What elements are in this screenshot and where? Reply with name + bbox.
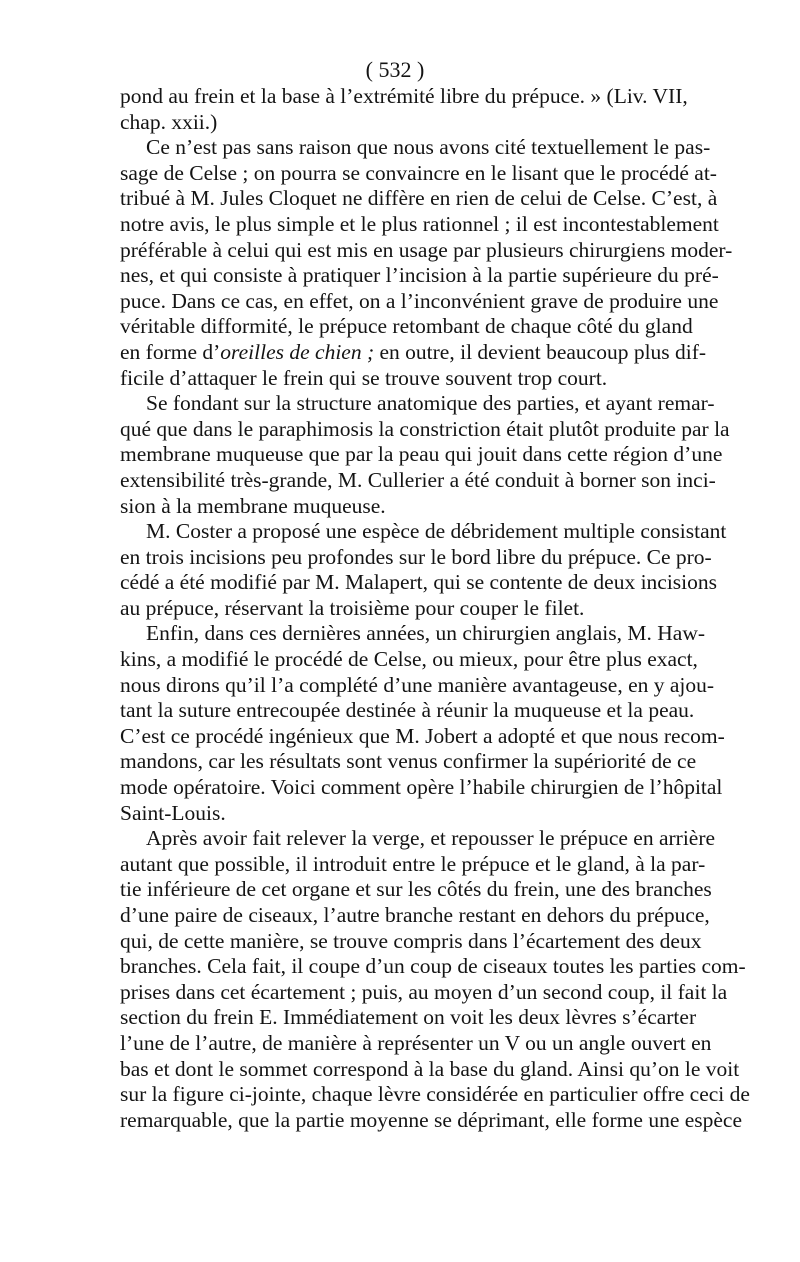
text-line: bas et dont le sommet correspond à la base du gland. Ainsi qu’on le voit [120,1056,740,1081]
text-line [120,339,707,366]
text-line: membrane muqueuse que par la peau qui jouit dans cette région d’une [120,442,723,467]
text-line: C’est ce procédé ingénieux que M. Jobert a adopté et que nous recom- [120,723,725,748]
text-line: ficile d’attaquer le frein qui se trouve souvent trop court. [120,365,608,390]
text-line: pond au frein et la base à l’extrémité libre du prépuce. » (Liv. VII, [120,84,688,108]
italic-phrase: oreilles de chien ; [220,339,375,364]
text-line: puce. Dans ce cas, en effet, on a l’inconvénient grave de produire une [120,288,719,313]
text-line: sion à la membrane muqueuse. [120,493,386,518]
body-text [120,84,750,1133]
text-line: tant la suture entrecoupée destinée à réunir la muqueuse et la peau. [120,698,695,723]
text-line: préférable à celui qui est mis en usage par plusieurs chirurgiens moder- [120,237,733,262]
text-line: M. Coster a proposé une espèce de débridement multiple consistant [146,519,727,544]
text-line: sur la figure ci-jointe, chaque lèvre considérée en particulier offre ceci de [120,1082,750,1107]
text-line: Se fondant sur la structure anatomique des parties, et ayant remar- [146,391,715,416]
text-line: qué que dans le paraphimosis la constriction était plutôt produite par la [120,416,730,441]
text-line: branches. Cela fait, il coupe d’un coup de ciseaux toutes les parties com- [120,954,746,979]
text-line: nes, et qui consiste à pratiquer l’incision à la partie supérieure du pré- [120,263,719,288]
text-line: en trois incisions peu profondes sur le bord libre du prépuce. Ce pro- [120,544,712,569]
text-line: section du frein E. Immédiatement on voit les deux lèvres s’écarter [120,1005,697,1030]
text-line: Saint-Louis. [120,800,226,825]
text-line: mode opératoire. Voici comment opère l’habile chirurgien de l’hôpital [120,775,723,800]
text-line: mandons, car les résultats sont venus confirmer la supériorité de ce [120,749,697,774]
text-line: qui, de cette manière, se trouve compris dans l’écartement des deux [120,928,702,953]
text-line: autant que possible, il introduit entre le prépuce et le gland, à la par- [120,851,706,876]
text-line: chap. xxii.) [120,109,218,134]
text-line: au prépuce, réservant la troisième pour couper le filet. [120,595,585,620]
text-line: véritable difformité, le prépuce retombant de chaque côté du gland [120,314,693,339]
text-line: prises dans cet écartement ; puis, au moyen d’un second coup, il fait la [120,979,728,1004]
text-line: Après avoir fait relever la verge, et repousser le prépuce en arrière [146,826,716,851]
text-line: extensibilité très-grande, M. Cullerier a été conduit à borner son inci- [120,467,716,492]
text-line: nous dirons qu’il l’a complété d’une manière avantageuse, en y ajou- [120,672,715,697]
text-line: cédé a été modifié par M. Malapert, qui se contente de deux incisions [120,570,718,595]
text-line: notre avis, le plus simple et le plus rationnel ; il est incontestablement [120,211,719,236]
text-segment: en outre, il devient beaucoup plus dif- [374,339,707,364]
text-line: tribué à M. Jules Cloquet ne diffère en rien de celui de Celse. C’est, à [120,186,718,211]
page-number: ( 532 ) [365,57,425,82]
text-line: remarquable, que la partie moyenne se déprimant, elle forme une espèce [120,1107,743,1132]
text-line: l’une de l’autre, de manière à représenter un V ou un angle ouvert en [120,1030,712,1055]
text-line: d’une paire de ciseaux, l’autre branche restant en dehors du prépuce, [120,903,710,927]
text-line: Enfin, dans ces dernières années, un chirurgien anglais, M. Haw- [146,621,706,646]
text-line: sage de Celse ; on pourra se convaincre en le lisant que le procédé at- [120,160,717,185]
text-segment: en forme d’ [120,339,221,364]
text-line: tie inférieure de cet organe et sur les côtés du frein, une des branches [120,877,712,902]
text-line: Ce n’est pas sans raison que nous avons cité textuellement le pas- [146,135,711,160]
text-line: kins, a modifié le procédé de Celse, ou mieux, pour être plus exact, [120,647,698,672]
